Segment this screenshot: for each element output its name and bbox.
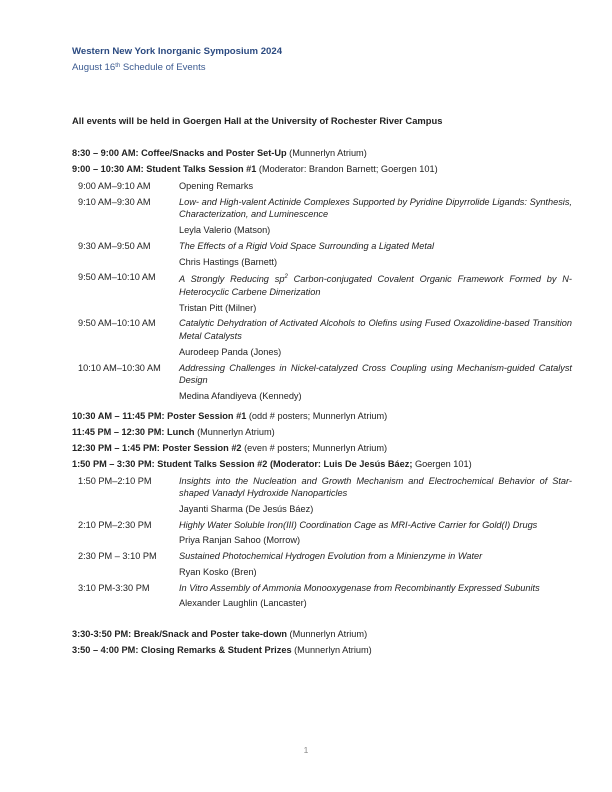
talk-speaker: Medina Afandiyeva (Kennedy)	[179, 390, 302, 401]
talk-speaker: Tristan Pitt (Milner)	[179, 302, 257, 313]
talk-title: Addressing Challenges in Nickel-catalyzed Cross Coupling using Mechanism-guided Catalyst Design	[179, 362, 572, 386]
talk-title: In Vitro Assembly of Ammonia Monooxygenase from Recombinantly Expressed Subunits	[179, 582, 540, 593]
event-break: 3:30-3:50 PM: Break/Snack and Poster take-down (Munnerlyn Atrium)	[72, 628, 368, 639]
talk-speaker: Ryan Kosko (Bren)	[179, 566, 257, 577]
schedule-subtitle: August 16th Schedule of Events	[72, 62, 206, 73]
spacer	[72, 616, 572, 627]
talk-time: 9:50 AM–10:10 AM	[78, 272, 156, 283]
event-coffee: 8:30 – 9:00 AM: Coffee/Snacks and Poster Set-Up (Munnerlyn Atrium)	[72, 148, 367, 158]
talk-speaker: Leyla Valerio (Matson)	[179, 225, 271, 236]
talk-time: 9:50 AM–10:10 AM	[78, 318, 156, 329]
event-closing: 3:50 – 4:00 PM: Closing Remarks & Student Prizes (Munnerlyn Atrium)	[72, 644, 372, 655]
talk-row	[72, 180, 572, 196]
event-session-1: 9:00 – 10:30 AM: Student Talks Session #1 (Moderator: Brandon Barnett; Goergen 101)	[72, 164, 438, 174]
page-number: 1	[303, 745, 309, 755]
event-session-2: 1:50 PM – 3:30 PM: Student Talks Session #2 (Moderator: Luis De Jesús Báez; Goergen 101)	[72, 458, 472, 469]
talk-speaker: Aurodeep Panda (Jones)	[179, 346, 282, 357]
event-poster-2: 12:30 PM – 1:45 PM: Poster Session #2 (even # posters; Munnerlyn Atrium)	[72, 442, 388, 453]
document-header	[72, 45, 282, 75]
talk-title: Low- and High-valent Actinide Complexes Supported by Pyridine Dipyrrolide Ligands: Synthesis, Characterization, and Luminescence	[179, 196, 572, 220]
talk-speaker: Chris Hastings (Barnett)	[179, 256, 278, 267]
event-poster-1: 10:30 AM – 11:45 PM: Poster Session #1 (odd # posters; Munnerlyn Atrium)	[72, 410, 388, 421]
talk-row	[72, 362, 572, 406]
talk-title: A Strongly Reducing $sp^2$ Carbon-conjugated Covalent Organic Framework Formed by N-Heterocyclic Carbene Dimerization	[179, 274, 572, 297]
session-2-talks	[72, 475, 572, 613]
talk-row	[72, 519, 572, 550]
talk-time: 1:50 PM–2:10 PM	[78, 475, 152, 486]
talk-time: 9:10 AM–9:30 AM	[78, 196, 151, 207]
talk-time: 9:30 AM–9:50 AM	[78, 240, 151, 251]
talk-speaker: Priya Ranjan Sahoo (Morrow)	[179, 535, 301, 546]
talk-speaker: Jayanti Sharma (De Jesús Báez)	[179, 504, 314, 515]
talk-row	[72, 240, 572, 271]
talk-row	[72, 475, 572, 519]
talk-title: The Effects of a Rigid Void Space Surrounding a Ligated Metal	[179, 240, 435, 251]
talk-row	[72, 582, 572, 613]
event-lunch: 11:45 PM – 12:30 PM: Lunch (Munnerlyn Atrium)	[72, 426, 275, 437]
talk-speaker: Alexander Laughlin (Lancaster)	[179, 598, 307, 609]
talk-title: Opening Remarks	[179, 181, 254, 191]
talk-row	[72, 196, 572, 240]
talk-time: 2:30 PM – 3:10 PM	[78, 551, 157, 562]
symposium-title: Western New York Inorganic Symposium 2024	[72, 46, 283, 57]
talk-title: Insights into the Nucleation and Growth Mechanism and Electrochemical Behavior of Star-shaped Vanadyl Hydroxide Nanoparticles	[179, 475, 572, 499]
talk-row	[72, 550, 572, 581]
talk-row	[72, 271, 572, 317]
talk-time: 2:10 PM–2:30 PM	[78, 519, 152, 530]
program-schedule	[72, 146, 572, 659]
talk-title: Highly Water Soluble Iron(III) Coordination Cage as MRI-Active Carrier for Gold(I) Drugs	[179, 519, 538, 530]
talk-title: Catalytic Dehydration of Activated Alcohols to Olefins using Fused Oxazolidine-based Transition Metal Catalysts	[179, 318, 572, 342]
talk-time: 10:10 AM–10:30 AM	[78, 362, 161, 373]
session-1-talks	[72, 180, 572, 406]
talk-row	[72, 317, 572, 361]
talk-time: 9:00 AM–9:10 AM	[78, 181, 151, 191]
talk-title: Sustained Photochemical Hydrogen Evolution from a Minienzyme in Water	[179, 551, 483, 562]
location-note: All events will be held in Goergen Hall at the University of Rochester River Campus	[72, 115, 443, 126]
talk-time: 3:10 PM-3:30 PM	[78, 582, 150, 593]
